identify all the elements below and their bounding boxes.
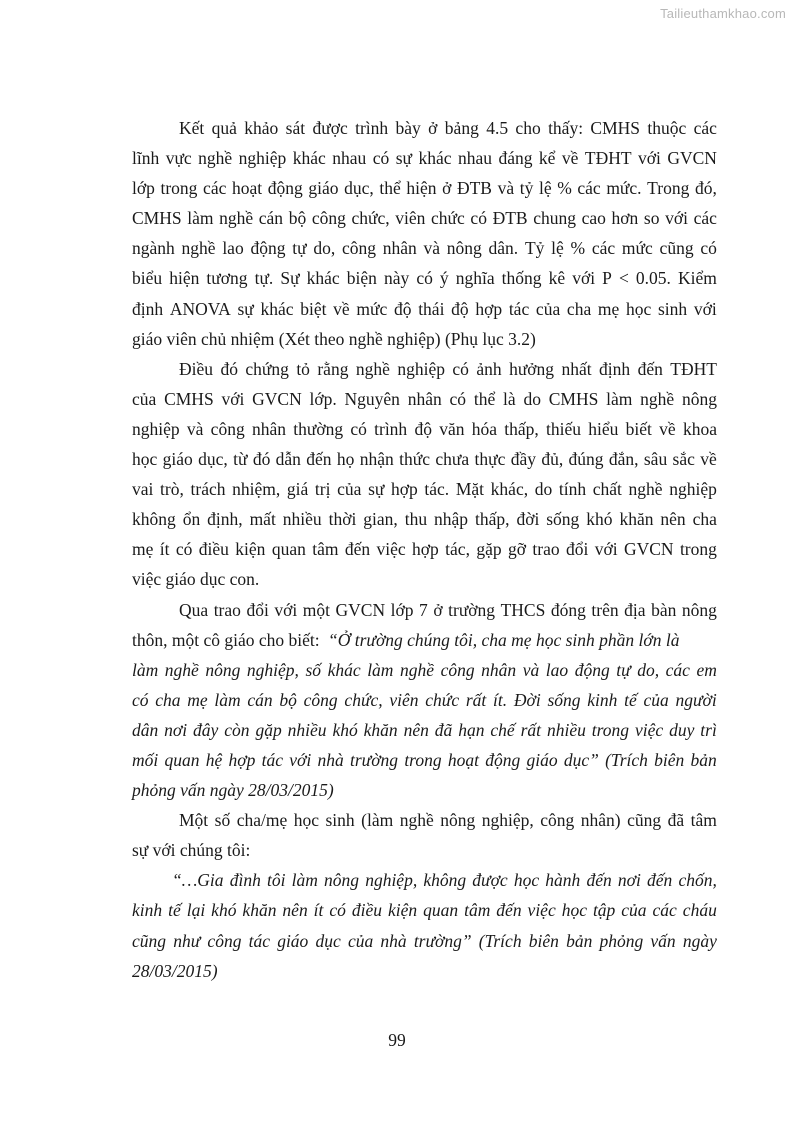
quote-line: mối quan hệ hợp tác với nhà trường trong hoạt động giáo dục” (Trích biên bản	[132, 749, 717, 770]
text-line: mẹ ít có điều kiện quan tâm đến việc hợp tác, gặp gỡ trao đổi với GVCN trong	[132, 539, 717, 560]
text-line: biểu hiện tương tự. Sự khác biện này có ý nghĩa thống kê với P < 0.05. Kiểm	[132, 268, 717, 289]
watermark-text: Tailieuthamkhao.com	[660, 6, 786, 21]
text-line: Qua trao đổi với một GVCN lớp 7 ở trường THCS đóng trên địa bàn nông	[179, 599, 717, 620]
paragraph-survey-results	[132, 113, 717, 354]
text-line: lĩnh vực nghề nghiệp khác nhau có sự khác nhau đáng kể về TĐHT với GVCN	[132, 148, 717, 169]
text-line: sự với chúng tôi:	[132, 840, 251, 861]
quote-line: kinh tế lại khó khăn nên ít có điều kiện quan tâm đến việc học tập của các cháu	[132, 900, 717, 921]
text-line: định ANOVA sự khác biệt về mức độ thái độ hợp tác của cha mẹ học sinh với	[132, 298, 717, 319]
paragraph-occupation-influence	[132, 354, 717, 595]
text-line: CMHS làm nghề cán bộ công chức, viên chức có ĐTB chung cao hơn so với các	[132, 208, 717, 229]
quote-line: làm nghề nông nghiệp, số khác làm nghề công nhân và lao động tự do, các em	[132, 659, 717, 680]
document-body	[132, 113, 717, 986]
quote-line: phỏng vấn ngày 28/03/2015)	[132, 780, 334, 801]
text-line: nghiệp và công nhân thường có trình độ văn hóa thấp, thiếu hiểu biết về khoa	[132, 418, 717, 439]
quote-line: cũng như công tác giáo dục của nhà trường” (Trích biên bản phỏng vấn ngày	[132, 930, 717, 951]
paragraph-parents-share	[132, 805, 717, 865]
quote-line: dân nơi đây còn gặp nhiều khó khăn nên đã hạn chế rất nhiều trong việc duy trì	[132, 719, 717, 740]
quote-line: 28/03/2015)	[132, 960, 218, 981]
text-line: Kết quả khảo sát được trình bày ở bảng 4.5 cho thấy: CMHS thuộc các	[179, 118, 717, 138]
paragraph-parent-quote	[132, 865, 717, 985]
text-segment: thôn, một cô giáo cho biết:	[132, 629, 324, 650]
text-line: không ổn định, mất nhiều thời gian, thu nhập thấp, đời sống khó khăn nên cha	[132, 509, 717, 530]
text-line: vai trò, trách nhiệm, giá trị của sự hợp tác. Mặt khác, do tính chất nghề nghiệp	[132, 479, 717, 500]
quote-line: “…Gia đình tôi làm nông nghiệp, không được học hành đến nơi đến chốn,	[172, 870, 717, 891]
text-line: học giáo dục, từ đó dẫn đến họ nhận thức chưa thực đầy đủ, đúng đắn, sâu sắc về	[132, 449, 717, 470]
quote-segment: “Ở trường chúng tôi, cha mẹ học sinh phần lớn là	[327, 629, 680, 650]
page-number: 99	[388, 1030, 406, 1050]
quote-line: có cha mẹ làm cán bộ công chức, viên chức rất ít. Đời sống kinh tế của người	[132, 689, 717, 710]
text-line-mixed	[132, 625, 717, 655]
text-line: giáo viên chủ nhiệm (Xét theo nghề nghiệp) (Phụ lục 3.2)	[132, 328, 536, 349]
paragraph-teacher-interview	[132, 595, 717, 806]
text-line: ngành nghề lao động tự do, công nhân và nông dân. Tỷ lệ % các mức cũng có	[132, 238, 717, 259]
text-line: Điều đó chứng tỏ rằng nghề nghiệp có ảnh hưởng nhất định đến TĐHT	[179, 358, 717, 379]
text-line: Một số cha/mẹ học sinh (làm nghề nông nghiệp, công nhân) cũng đã tâm	[179, 810, 717, 831]
text-line: của CMHS với GVCN lớp. Nguyên nhân có thể là do CMHS làm nghề nông	[132, 388, 717, 409]
text-line: lớp trong các hoạt động giáo dục, thể hiện ở ĐTB và tỷ lệ % các mức. Trong đó,	[132, 178, 717, 199]
text-line: việc giáo dục con.	[132, 569, 260, 590]
